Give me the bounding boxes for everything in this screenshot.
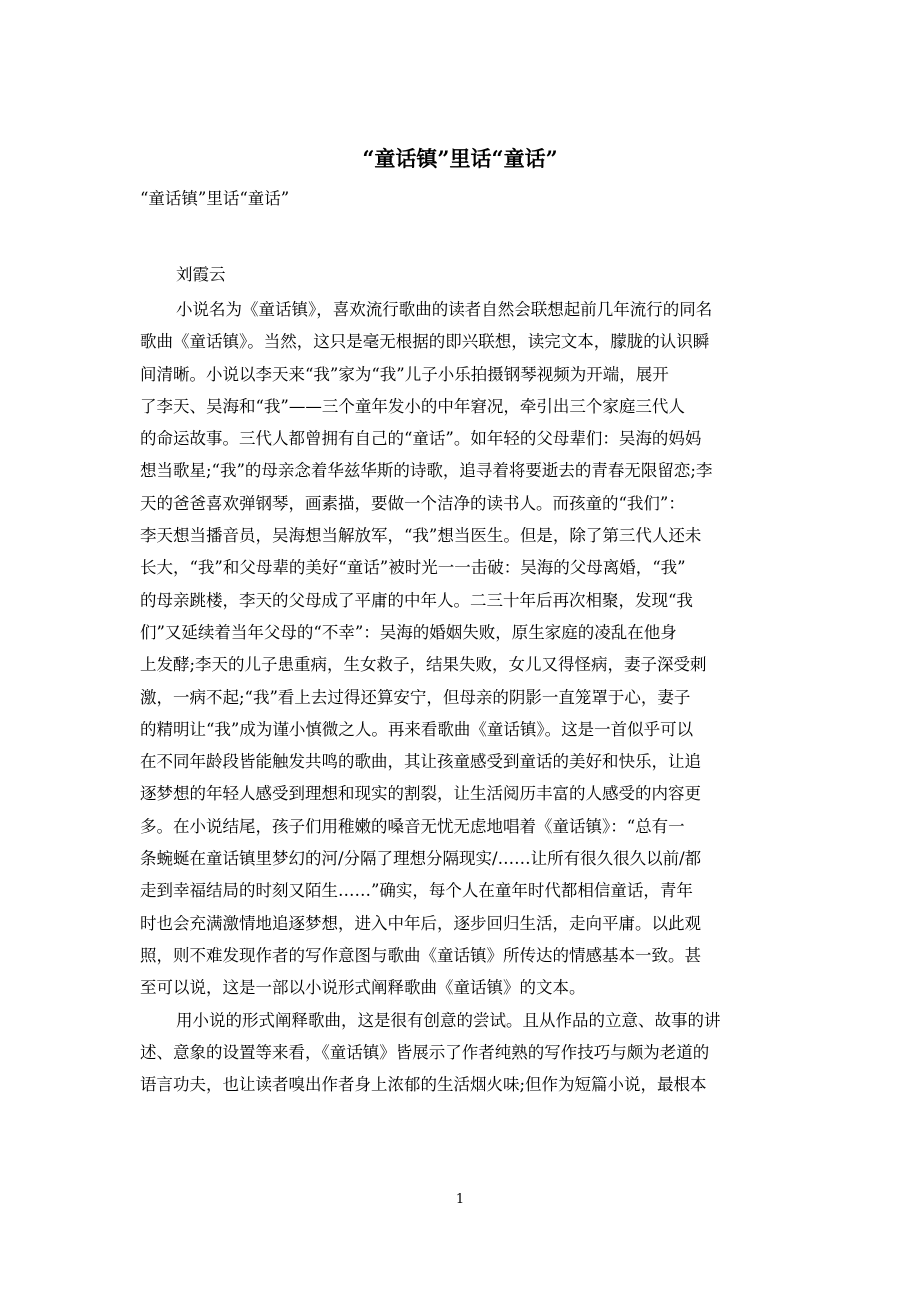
author-name: 刘霞云 [176, 265, 226, 284]
text-line: 想当歌星;“我”的母亲念着华兹华斯的诗歌，追寻着将要逝去的青春无限留恋;李 [140, 461, 713, 481]
text-line: 上发酵;李天的儿子患重病，生女救子，结果失败，女儿又得怪病，妻子深受刺 [140, 655, 707, 675]
text-line: 多。在小说结尾，孩子们用稚嫩的嗓音无忧无虑地唱着《童话镇》：“总有一 [140, 816, 685, 836]
text-line: 至可以说，这是一部以小说形式阐释歌曲《童话镇》的文本。 [140, 978, 586, 998]
text-line: 天的爸爸喜欢弹钢琴，画素描，要做一个洁净的读书人。而孩童的“我们”： [140, 493, 685, 513]
page-number: 1 [455, 1192, 465, 1207]
text-line: 语言功夫，也让读者嗅出作者身上浓郁的生活烟火味;但作为短篇小说，最根本 [140, 1075, 707, 1095]
document-title: “童话镇”里话“童话” [362, 146, 558, 171]
text-line: 条蜿蜒在童话镇里梦幻的河/分隔了理想分隔现实/……让所有很久很久以前/都 [140, 849, 702, 869]
text-line: 在不同年龄段皆能触发共鸣的歌曲，其让孩童感受到童话的美好和快乐，让追 [140, 752, 701, 772]
text-line: 的母亲跳楼，李天的父母成了平庸的中年人。二三十年后再次相聚，发现“我 [140, 590, 693, 610]
text-line: 长大，“我”和父母辈的美好“童话”被时光一一击破：吴海的父母离婚，“我” [140, 558, 686, 578]
text-line: 的命运故事。三代人都曾拥有自己的“童话”。如年轻的父母辈们：吴海的妈妈 [140, 429, 702, 449]
text-line: 间清晰。小说以李天来“我”家为“我”儿子小乐拍摄钢琴视频为开端，展开 [140, 364, 669, 384]
text-line: 走到幸福结局的时刻又陌生……”确实，每个人在童年时代都相信童话，青年 [140, 881, 693, 901]
text-line: 照，则不难发现作者的写作意图与歌曲《童话镇》所传达的情感基本一致。甚 [140, 945, 701, 965]
text-line: 歌曲《童话镇》。当然，这只是毫无根据的即兴联想，读完文本，朦胧的认识瞬 [140, 332, 710, 352]
text-line: 小说名为《童话镇》，喜欢流行歌曲的读者自然会联想起前几年流行的同名 [176, 300, 713, 319]
text-line: 时也会充满激情地追逐梦想，进入中年后，逐步回归生活，走向平庸。以此观 [140, 913, 701, 933]
text-line: 们”又延续着当年父母的“不幸”：吴海的婚姻失败，原生家庭的凌乱在他身 [140, 622, 677, 642]
text-line: 李天想当播音员，吴海想当解放军，“我”想当医生。但是，除了第三代人还未 [140, 526, 702, 546]
article-body [140, 294, 790, 1101]
text-line: 逐梦想的年轻人感受到理想和现实的割裂，让生活阅历丰富的人感受的内容更 [140, 784, 701, 804]
text-line: 用小说的形式阐释歌曲，这是很有创意的尝试。且从作品的立意、故事的讲 [176, 1010, 721, 1030]
text-line: 述、意象的设置等来看，《童话镇》皆展示了作者纯熟的写作技巧与颇为老道的 [140, 1042, 710, 1062]
document-subtitle: “童话镇”里话“童话” [140, 189, 290, 208]
text-line: 了李天、吴海和“我”——三个童年发小的中年窘况，牵引出三个家庭三代人 [140, 396, 685, 416]
text-line: 的精明让“我”成为谨小慎微之人。再来看歌曲《童话镇》。这是一首似乎可以 [140, 719, 694, 739]
text-line: 激，一病不起;“我”看上去过得还算安宁，但母亲的阴影一直笼罩于心，妻子 [140, 687, 691, 707]
